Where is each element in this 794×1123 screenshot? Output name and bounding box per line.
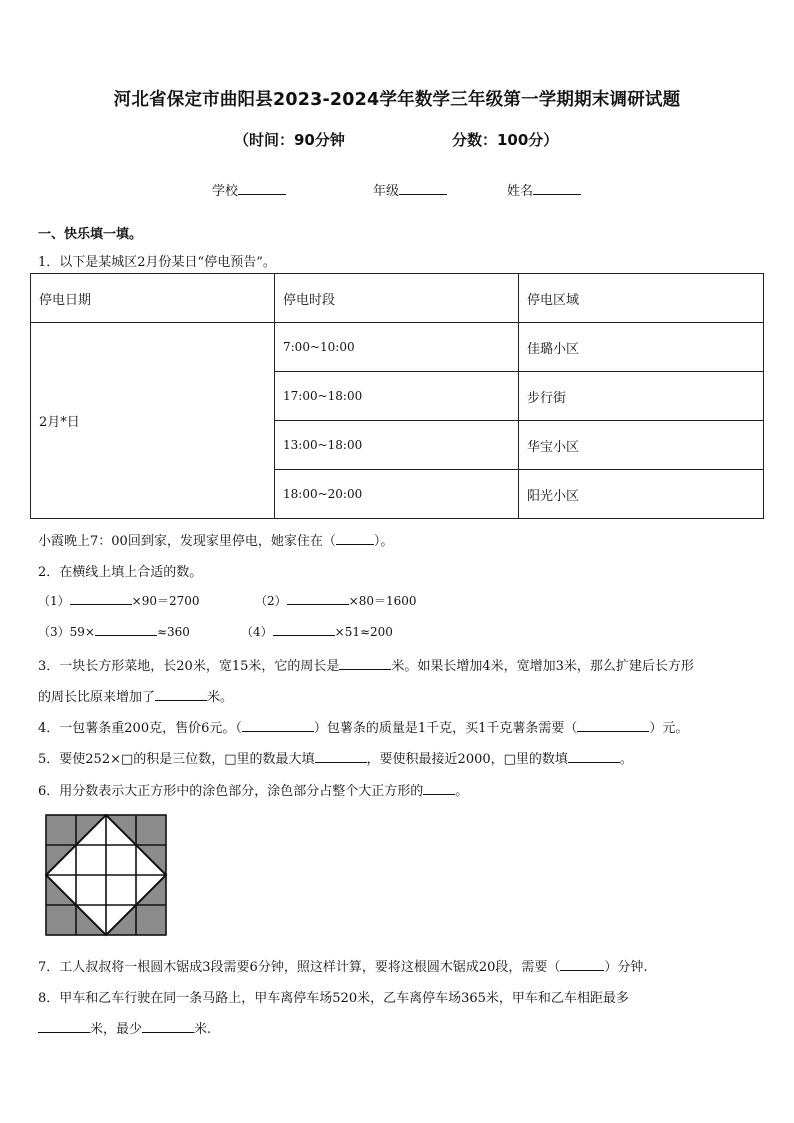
q1-question-text: 小霞晚上7：00回到家，发现家里停电，她家住在（ bbox=[38, 534, 336, 549]
answer-blank[interactable] bbox=[242, 719, 314, 732]
area-cell: 佳璐小区 bbox=[519, 323, 764, 372]
header-time: 停电时段 bbox=[275, 274, 519, 323]
outage-table bbox=[30, 273, 764, 519]
answer-blank[interactable] bbox=[315, 750, 367, 763]
q1-text: 1．以下是某城区2月份某日“停电预告”。 bbox=[38, 255, 276, 270]
q4-text-b: ）包薯条的质量是1千克，买1千克薯条需要（ bbox=[313, 721, 578, 736]
q4-text-a: 4．一包薯条重200克，售价6元。（ bbox=[38, 721, 242, 736]
q6-text-a: 6．用分数表示大正方形中的涂色部分，涂色部分占整个大正方形的 bbox=[38, 784, 424, 799]
q1-question-end: ）。 bbox=[373, 534, 394, 549]
q5-text-b: ，要使积最接近2000，□里的数填 bbox=[366, 752, 568, 767]
q8-text-b: 米. bbox=[194, 1022, 212, 1037]
q8-line2 bbox=[38, 1018, 211, 1037]
area-cell: 华宝小区 bbox=[519, 421, 764, 470]
time-cell: 17:00~18:00 bbox=[275, 372, 519, 421]
q3-text-d: 米。 bbox=[207, 690, 234, 705]
table-row bbox=[31, 323, 764, 372]
q2-p3-num: （3）59× bbox=[38, 625, 95, 639]
answer-blank[interactable] bbox=[423, 782, 455, 795]
q5-line bbox=[38, 748, 633, 767]
q8-text-a: 米，最少 bbox=[90, 1022, 143, 1037]
q5-text-a: 5．要使252×□的积是三位数，□里的数最大填 bbox=[38, 752, 315, 767]
answer-blank[interactable] bbox=[70, 592, 132, 605]
q7-text-b: ）分钟. bbox=[604, 960, 648, 975]
q2-p4-rest: ×51≈200 bbox=[334, 625, 393, 639]
section-title: 一、快乐填一填。 bbox=[38, 227, 143, 242]
q2-p2-rest: ×80＝1600 bbox=[348, 594, 417, 608]
answer-blank[interactable] bbox=[155, 688, 207, 701]
q3-text-c: 的周长比原来增加了 bbox=[38, 690, 156, 705]
grade-field bbox=[373, 180, 447, 199]
answer-blank[interactable] bbox=[142, 1020, 194, 1033]
time-label: （时间：90分钟 bbox=[234, 131, 345, 149]
time-cell: 7:00~10:00 bbox=[275, 323, 519, 372]
shaded-square-figure bbox=[44, 813, 168, 937]
date-cell: 2月*日 bbox=[31, 323, 275, 519]
q3-text-a: 3．一块长方形菜地，长20米，宽15米，它的周长是 bbox=[38, 659, 340, 674]
q4-line bbox=[38, 717, 688, 736]
page-title: 河北省保定市曲阳县2023-2024学年数学三年级第一学期期末调研试题 bbox=[113, 90, 681, 110]
name-label: 姓名 bbox=[507, 184, 534, 199]
time-cell: 13:00~18:00 bbox=[275, 421, 519, 470]
answer-blank[interactable] bbox=[339, 657, 391, 670]
score-label: 分数：100分） bbox=[452, 131, 559, 149]
q2-p2-num: （2） bbox=[255, 594, 287, 608]
q6-text-b: 。 bbox=[455, 784, 469, 799]
q2-p4-num: （4） bbox=[241, 625, 273, 639]
answer-blank[interactable] bbox=[577, 719, 649, 732]
q2-p3-rest: ≈360 bbox=[156, 625, 190, 639]
q7-text-a: 7．工人叔叔将一根圆木锯成3段需要6分钟，照这样计算，要将这根圆木锯成20段，需要（ bbox=[38, 960, 561, 975]
name-blank bbox=[533, 182, 581, 195]
q1-question bbox=[38, 530, 393, 549]
q5-text-c: 。 bbox=[619, 752, 633, 767]
q8-line1: 8．甲车和乙车行驶在同一条马路上，甲车离停车场520米，乙车离停车场365米，甲车和乙车相距最多 bbox=[38, 991, 629, 1006]
q4-text-c: ）元。 bbox=[649, 721, 689, 736]
school-blank bbox=[238, 182, 286, 195]
q2-part2 bbox=[255, 592, 417, 609]
answer-blank[interactable] bbox=[38, 1020, 90, 1033]
table-header-row bbox=[31, 274, 764, 323]
area-cell: 阳光小区 bbox=[519, 470, 764, 519]
time-cell: 18:00~20:00 bbox=[275, 470, 519, 519]
answer-blank[interactable] bbox=[95, 623, 157, 636]
header-date: 停电日期 bbox=[31, 274, 275, 323]
area-cell: 步行街 bbox=[519, 372, 764, 421]
q3-line2 bbox=[38, 686, 233, 705]
grade-label: 年级 bbox=[373, 184, 400, 199]
grade-blank bbox=[399, 182, 447, 195]
q2-p1-rest: ×90＝2700 bbox=[131, 594, 200, 608]
q2-part4 bbox=[241, 623, 393, 640]
answer-blank[interactable] bbox=[287, 592, 349, 605]
q7-line bbox=[38, 956, 648, 975]
name-field bbox=[507, 180, 581, 199]
answer-blank[interactable] bbox=[560, 958, 604, 971]
q2-part1 bbox=[38, 592, 200, 609]
school-label: 学校 bbox=[212, 184, 239, 199]
q3-line1 bbox=[38, 655, 694, 674]
q2-text: 2．在横线上填上合适的数。 bbox=[38, 565, 203, 580]
school-field bbox=[212, 180, 286, 199]
q2-part3 bbox=[38, 623, 190, 640]
answer-blank[interactable] bbox=[273, 623, 335, 636]
q6-line bbox=[38, 780, 468, 799]
q2-p1-num: （1） bbox=[38, 594, 70, 608]
answer-blank[interactable] bbox=[336, 532, 374, 545]
answer-blank[interactable] bbox=[568, 750, 620, 763]
q3-text-b: 米。如果长增加4米，宽增加3米，那么扩建后长方形 bbox=[391, 659, 694, 674]
header-area: 停电区域 bbox=[519, 274, 764, 323]
